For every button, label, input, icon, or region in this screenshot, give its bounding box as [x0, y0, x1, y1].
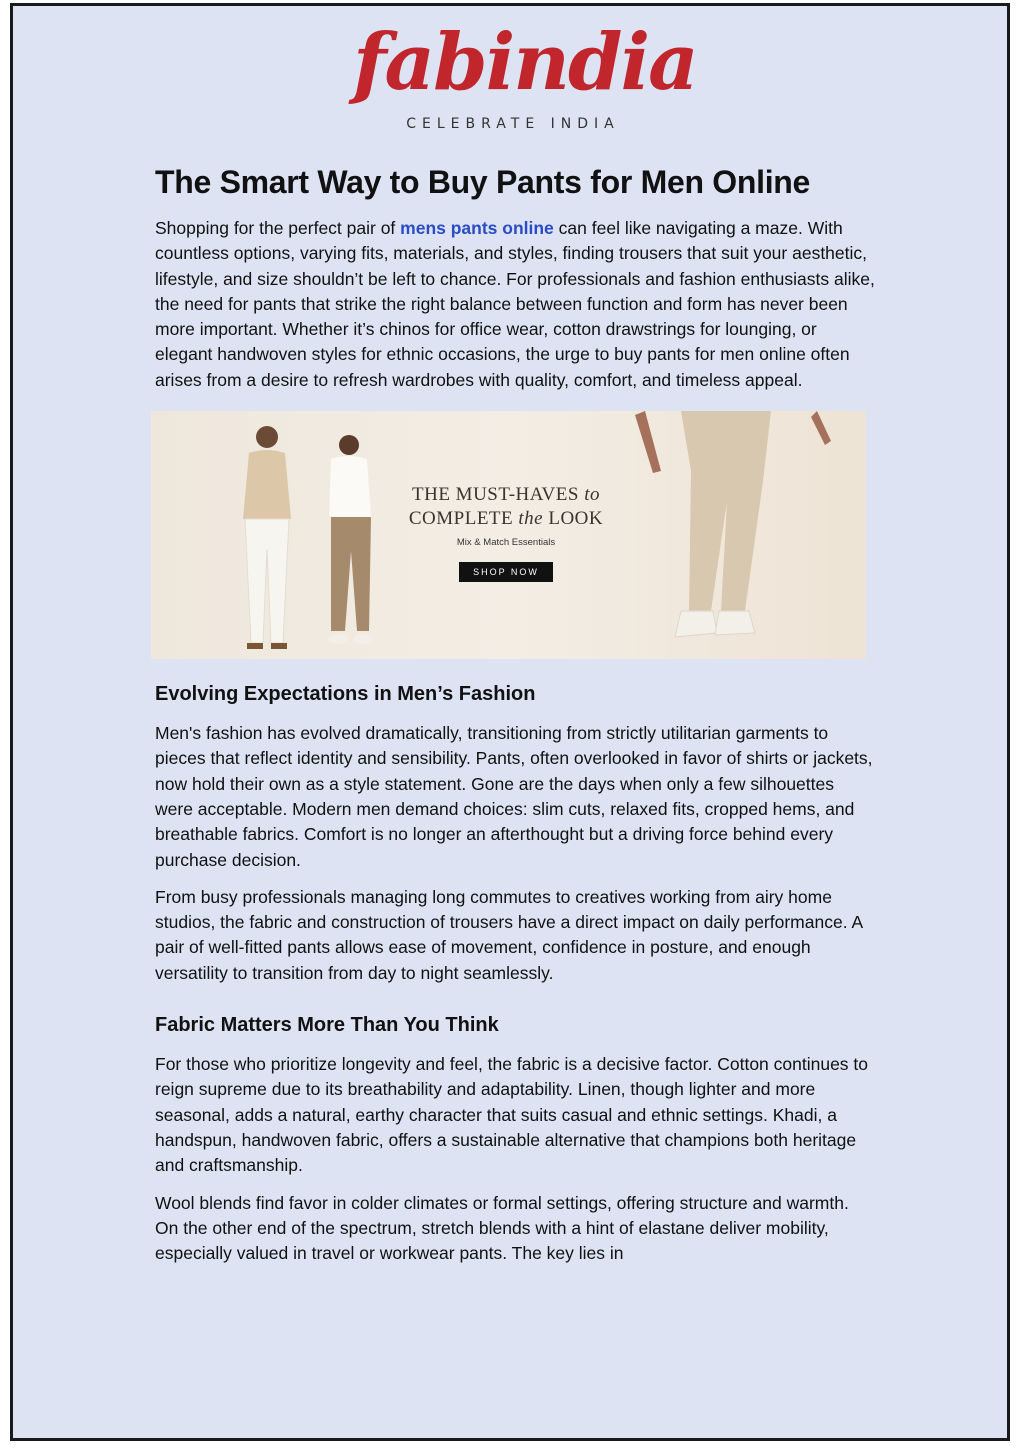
section-heading-evolving: Evolving Expectations in Men’s Fashion: [155, 683, 536, 706]
section1-paragraph-2: From busy professionals managing long commutes to creatives working from airy home studios, the fabric and construction of trousers have a direct impact on daily performance. A pair of well-fitted pants allows ease of movement, confidence in posture, and enough versatility to transition from day to night seamlessly.: [155, 886, 863, 983]
section2-paragraph-2: Wool blends find favor in colder climates or formal settings, offering structure and warmth. On the other end of the spectrum, stretch blends with a hint of elastane deliver mobility, especially valued in travel or workwear pants. The key lies in: [155, 1192, 849, 1264]
section1-paragraph-1: Men's fashion has evolved dramatically, transitioning from strictly utilitarian garments to pieces that reflect identity and sensibility. Pants, often overlooked in favor of shirts or jackets, now hold their own as a style statement. Gone are the days when only a few silhouettes were acceptable. Modern men demand choices: slim cuts, relaxed fits, cropped hems, and breathable fabrics. Comfort is no longer an afterthought but a driving force behind every purchase decision.: [155, 723, 873, 870]
article-title: The Smart Way to Buy Pants for Men Online: [155, 164, 811, 200]
model-figure-middle: [311, 431, 391, 655]
article: [155, 162, 875, 1278]
model-figure-left: [221, 419, 311, 655]
logo-wordmark: fabindia: [353, 17, 697, 108]
logo-tagline: CELEBRATE INDIA: [406, 116, 620, 132]
intro-text-after-link: can feel like navigating a maze. With countless options, varying fits, materials, and styles, finding trousers that suit your aesthetic, lifestyle, and size shouldn’t be left to chance. For professionals and fashion enthusiasts alike, the need for pants that strike the right balance between function and form has never been more important. Whether it’s chinos for office wear, cotton drawstrings for lounging, or elegant handwoven styles for ethnic occasions, the urge to buy pants for men online often arises from a desire to refresh wardrobes with quality, comfort, and timeless appeal.: [155, 218, 875, 390]
section2-paragraph-1: For those who prioritize longevity and feel, the fabric is a decisive factor. Cotton continues to reign supreme due to its breathability and adaptability. Linen, though lighter and more seasonal, adds a natural, earthy character that suits casual and ethnic settings. Khadi, a handspun, handwoven fabric, offers a sustainable alternative that champions both heritage and craftsmanship.: [155, 1054, 869, 1176]
mens-pants-online-link[interactable]: mens pants online: [400, 218, 554, 238]
promo-banner[interactable]: [151, 411, 866, 659]
intro-paragraph: [155, 216, 875, 393]
intro-text-before-link: Shopping for the perfect pair of: [155, 218, 401, 238]
banner-line-1: THE MUST-HAVES to: [412, 484, 600, 506]
banner-headline: [391, 483, 621, 582]
fabindia-logo[interactable]: [353, 17, 697, 146]
banner-line-2: COMPLETE the LOOK: [408, 508, 604, 530]
document-page: [10, 3, 1010, 1441]
shop-now-button[interactable]: SHOP NOW: [459, 562, 553, 582]
banner-subtitle: Mix & Match Essentials: [456, 537, 556, 549]
model-legs-right: [621, 411, 861, 659]
section-heading-fabric: Fabric Matters More Than You Think: [155, 1014, 499, 1037]
